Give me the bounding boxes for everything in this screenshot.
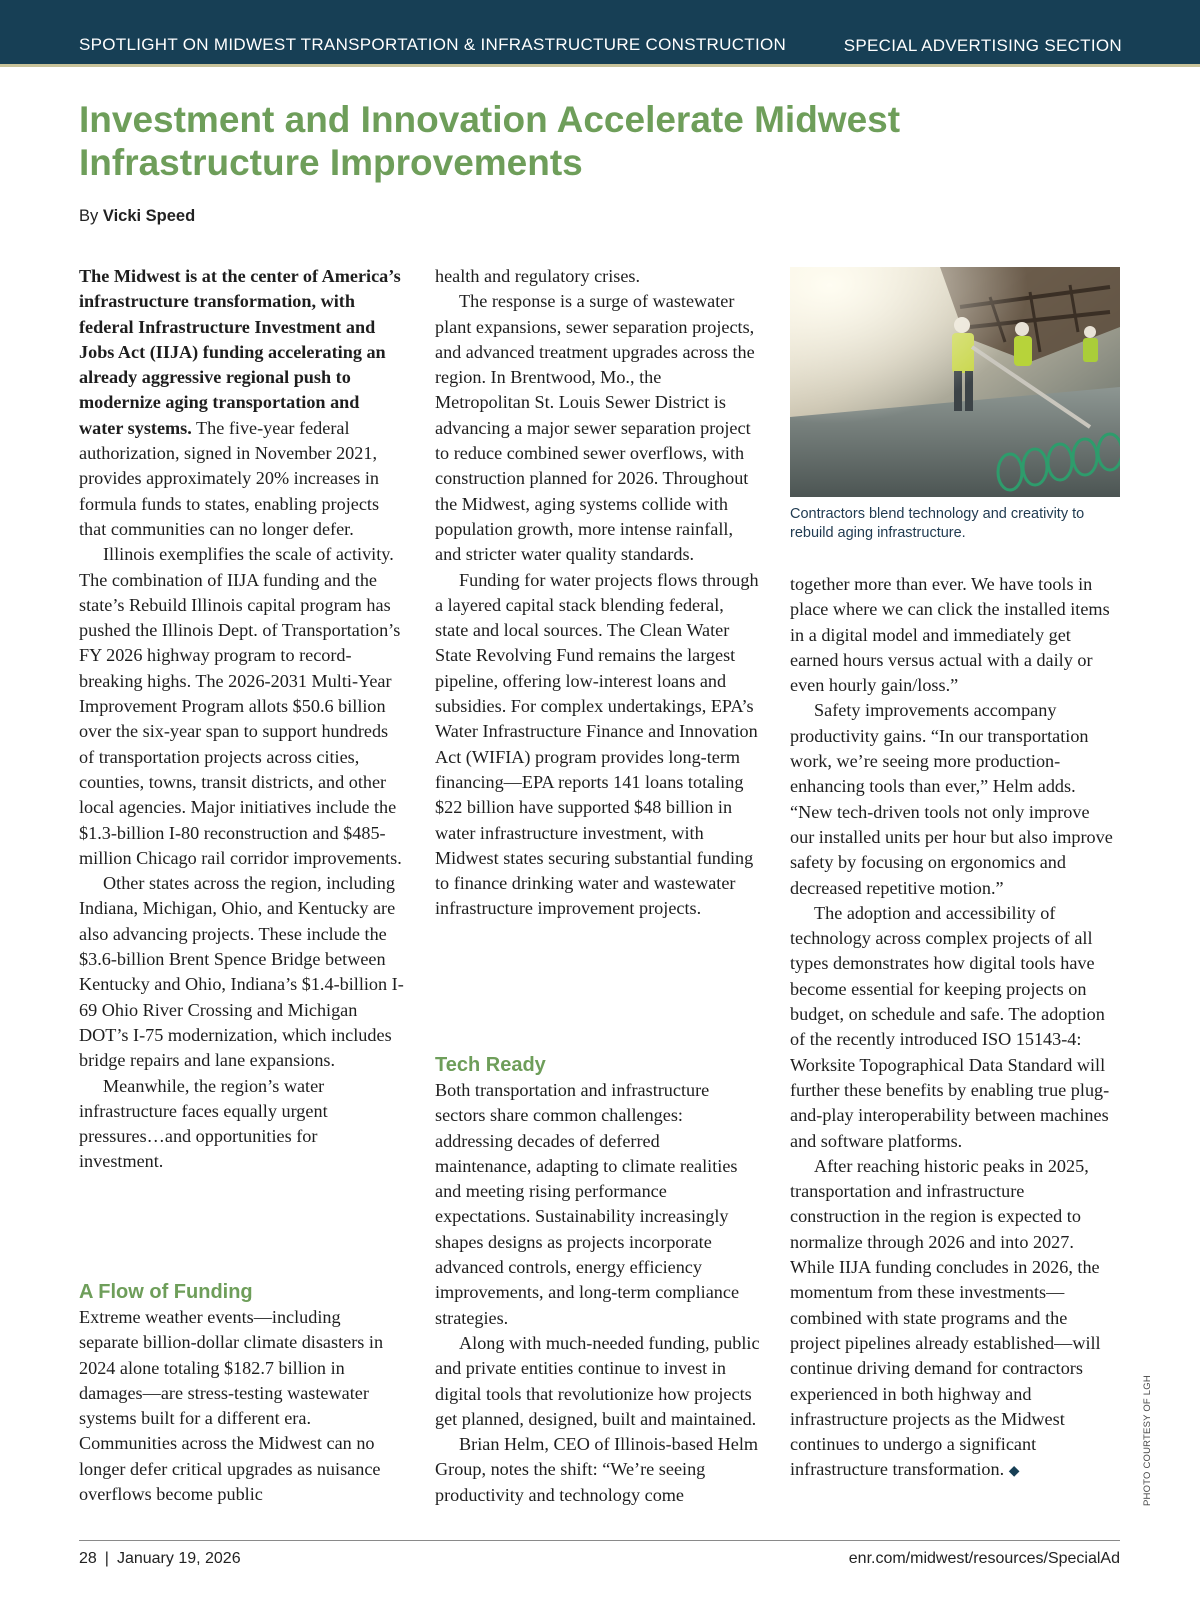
lead-text: The Midwest is at the center of America’s infrastructure transformation, with federal Infrastructure Investment and Jobs Act (IIJA) funding accelerating an already aggressive regional push to modernize aging transportation and water systems. [79, 266, 401, 438]
special-advertising-label: SPECIAL ADVERTISING SECTION [843, 36, 1122, 55]
paragraph: Meanwhile, the region’s water infrastructure faces equally urgent pressures…and opportunities for investment. [79, 1075, 328, 1172]
closing-text: After reaching historic peaks in 2025, transportation and infrastructure construction in the region is expected to normalize through 2026 and into 2027. While IIJA funding concludes in 2026, the momentum from these investments—combined with state programs and the project pipelines already established—will continue driving demand for contractors experienced in both highway and infrastructure projects as the Midwest continues to undergo a significant infrastructure transformation. [790, 1155, 1101, 1480]
tech-ready-text [435, 1078, 760, 1508]
paragraph: Both transportation and infrastructure sectors share common challenges: addressing decades of deferred maintenance, adapting to climate realities and meeting rising performance expectations. Sustainability increasingly shapes designs as projects incorporate advanced controls, energy efficiency improvements, and long-term compliance strategies. [435, 1080, 740, 1328]
page-number: 28 [79, 1550, 97, 1567]
paragraph: Extreme weather events—including separate billion-dollar climate disasters in 2024 alone totaling $182.7 billion in damages—are stress-testing wastewater systems built for a different era. Communities across the Midwest can no longer defer critical upgrades as nuisance overflows become public [79, 1307, 384, 1505]
issue-date: January 19, 2026 [116, 1550, 241, 1567]
byline [79, 207, 195, 226]
subhead-flow-of-funding: A Flow of Funding [79, 1281, 253, 1303]
construction-photo [790, 267, 1120, 497]
article-title: Investment and Innovation Accelerate Midwest Infrastructure Improvements [79, 99, 901, 183]
footer-separator: | [104, 1550, 109, 1567]
photo-credit: PHOTO COURTESY OF LGH [1142, 1375, 1153, 1506]
paragraph: Brian Helm, CEO of Illinois-based Helm Group, notes the shift: “We’re seeing productivity and technology come [435, 1434, 759, 1505]
paragraph: together more than ever. We have tools in place where we can click the installed items in a digital model and immediately get earned hours versus actual with a daily or even hourly gain/loss.” [790, 574, 1110, 696]
footer-page-info [79, 1550, 241, 1568]
subhead-tech-ready: Tech Ready [435, 1054, 546, 1076]
paragraph: Funding for water projects flows through a layered capital stack blending federal, state and local sources. The Clean Water State Revolving Fund remains the largest pipeline, offering low-interest loans and subsidies. For complex undertakings, EPA’s Water Infrastructure Finance and Innovation Act (WIFIA) program provides long-term financing—EPA reports 141 loans totaling $22 billion have supported $48 billion in water infrastructure investment, with Midwest states securing substantial funding to finance drinking water and wastewater infrastructure improvement projects. [435, 569, 759, 919]
column-2 [435, 264, 760, 922]
flow-of-funding-text [79, 1305, 404, 1507]
paragraph: The response is a surge of wastewater plant expansions, sewer separation projects, and advanced treatment upgrades across the region. In Brentwood, Mo., the Metropolitan St. Louis Sewer District is advancing a major sewer separation project to reduce combined sewer overflows, with construction planned for 2026. Throughout the Midwest, aging systems collide with population growth, more intense rainfall, and stricter water quality standards. [435, 291, 755, 565]
column-1 [79, 264, 404, 1175]
photo-caption: Contractors blend technology and creativity to rebuild aging infrastructure. [790, 506, 1085, 541]
footer-divider [79, 1540, 1120, 1541]
paragraph: health and regulatory crises. [435, 266, 641, 286]
paragraph: Illinois exemplifies the scale of activity. The combination of IIJA funding and the state’s Rebuild Illinois capital program has pushed the Illinois Dept. of Transportation’s FY 2026 highway program to record-breaking highs. The 2026-2031 Multi-Year Improvement Program allots $50.6 billion over the six-year span to support hundreds of transportation projects across cities, counties, towns, transit districts, and other local agencies. Major initiatives include the $1.3-billion I-80 reconstruction and $485-million Chicago rail corridor improvements. [79, 544, 402, 868]
footer-url: enr.com/midwest/resources/SpecialAd [848, 1550, 1120, 1567]
author-name: Vicki Speed [102, 207, 196, 225]
intro-paragraph [79, 264, 404, 542]
closing-paragraph [790, 1154, 1115, 1485]
paragraph: Other states across the region, including Indiana, Michigan, Ohio, and Kentucky are also advancing projects. These include the $3.6-billion Brent Spence Bridge between Kentucky and Ohio, Indiana’s $1.4-billion I-69 Ohio River Crossing and Michigan DOT’s I-75 modernization, which includes bridge repairs and lane expansions. [79, 873, 404, 1071]
paragraph: Safety improvements accompany productivity gains. “In our transportation work, we’re seeing more production-enhancing tools than ever,” Helm adds. “New tech-driven tools not only improve our installed units per hour but also improve safety by focusing on ergonomics and decreased repetitive motion.” [790, 700, 1113, 898]
column-3 [790, 572, 1115, 1485]
section-title: SPOTLIGHT ON MIDWEST TRANSPORTATION & INFRASTRUCTURE CONSTRUCTION [79, 35, 787, 54]
end-mark-icon: ◆ [1008, 1464, 1020, 1480]
intro-rest: The five-year federal authorization, signed in November 2021, provides approximately 20% increases in formula funds to states, enabling projects that communities can no longer defer. [79, 417, 380, 539]
byline-prefix: By [79, 207, 99, 225]
section-header-bar [0, 0, 1200, 67]
paragraph: The adoption and accessibility of technology across complex projects of all types demonstrates how digital tools have become essential for keeping projects on budget, on schedule and safe. The adoption of the recently introduced ISO 15143-4: Worksite Topographical Data Standard will further these benefits by enabling true plug-and-play interoperability between machines and software platforms. [790, 902, 1110, 1151]
paragraph: Along with much-needed funding, public and private entities continue to invest in digital tools that revolutionize how projects get planned, designed, built and maintained. [435, 1332, 760, 1429]
